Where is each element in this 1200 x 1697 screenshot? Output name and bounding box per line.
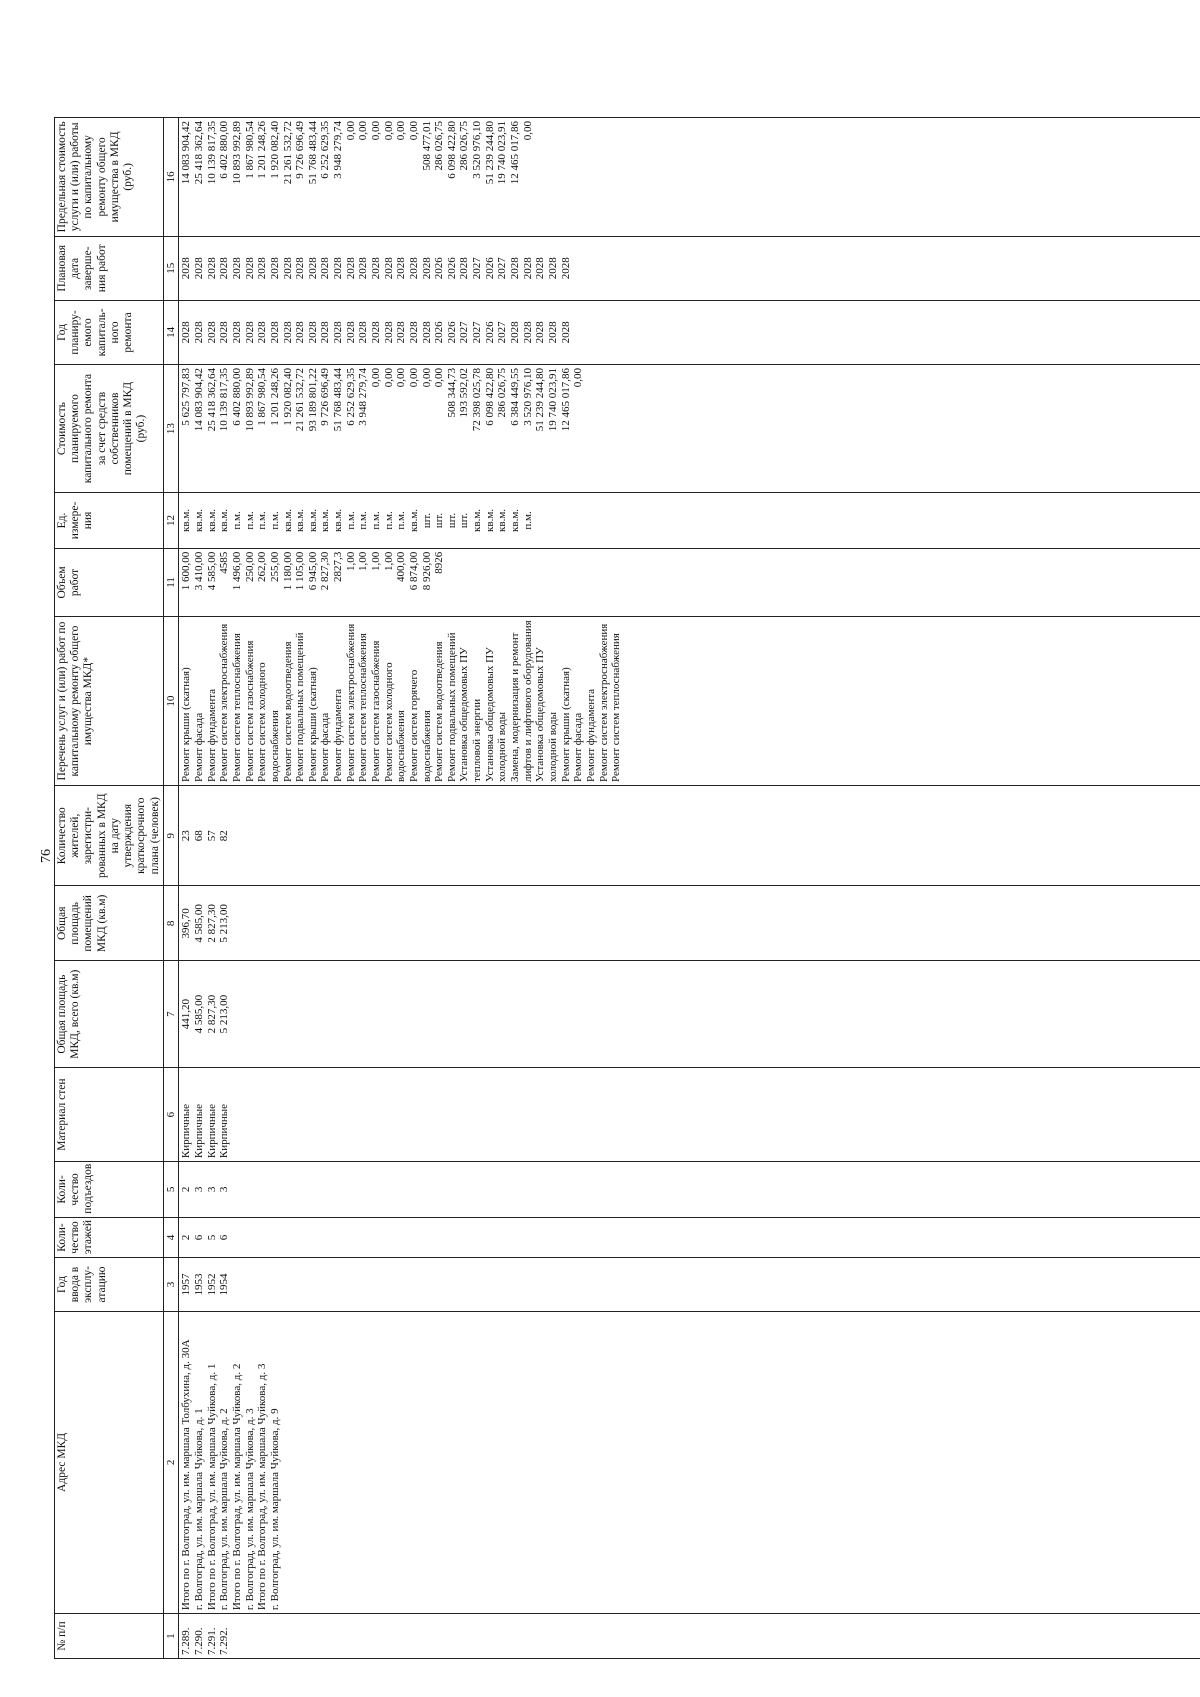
max-cost-cell: 14 083 904,42 25 418 362,64 10 139 817,35 6 402 880,00 10 893 992,89 1 867 980,54 1 201 248,26 1 920 082,40 21 261 532,72 9 726 696,49 51 768 483,44 6 252 629,35 3 948 279,74 0,00 0,00 0,00 0,00 0,00 0,00 508 477,01 286 026,75 6 098 422,80 286 026,75 3 520 976,10 51 239 244,80 19 740 023,91 12 465 017,86 0,00 — [179, 118, 1200, 237]
column-number: 16 — [163, 118, 179, 237]
column-number: 13 — [163, 364, 179, 492]
completion-date-cell: 2028 2028 2028 2028 2028 2028 2028 2028 2028 2028 2028 2028 2028 2028 2028 2028 2028 2028 2028 2028 2026 2026 2028 2027 2026 2027 2028 2028 2028 2028 2028 — [179, 236, 1200, 300]
column-number: 3 — [163, 1258, 179, 1311]
row-number-cell: 7.289. 7.290. 7.291. 7.292. — [179, 1614, 1200, 1659]
header-cell: Количество жителей, зарегистри-рованных в МКД на дату утверждения краткосрочного плана (человек) — [55, 785, 164, 885]
work-volume-cell: 1 600,00 3 410,00 4 585,00 4585 1 496,00 250,00 262,00 255,00 1 180,00 1 105,00 6 945,00 2 827,30 2827,3 1,00 1,00 1,00 1,00 400,00 6 874,00 8 926,00 8926 — [179, 548, 1200, 616]
header-cell: Ед. измере-ния — [55, 493, 164, 549]
header-cell: Адрес МКД — [55, 1311, 164, 1613]
header-cell: Стоимость планируемого капитального ремонта за счет средств собственников помещений в МКД (руб.) — [55, 364, 164, 492]
repair-year-cell: 2028 2028 2028 2028 2028 2028 2028 2028 2028 2028 2028 2028 2028 2028 2028 2028 2028 2028 2028 2028 2026 2026 2027 2027 2026 2027 2028 2028 2028 2028 2028 — [179, 300, 1200, 364]
works-list-cell: Ремонт крыши (скатная) Ремонт фасада Ремонт фундамента Ремонт систем электроснабжения Ремонт систем теплоснабжения Ремонт систем газоснабжения Ремонт систем холодного водоснабжения Ремонт систем водоотведения Ремонт подвальных помещений Ремонт крыши (скатная) Ремонт фасада Ремонт фундамента Ремонт систем электроснабжения Ремонт систем теплоснабжения Ремонт систем газоснабжения Ремонт систем холодного водоснабжения Ремонт систем горячего водоснабжения Ремонт систем водоотведения Ремонт подвальных помещений Установка общедомовых ПУ тепловой энергии Установка общедомовых ПУ холодной воды Замена, модернизация и ремонт лифтов и лифтового оборудования Установка общедомовых ПУ холодной воды Ремонт крыши (скатная) Ремонт фасада Ремонт фундамента Ремонт систем электроснабжения Ремонт систем теплоснабжения — [179, 617, 1200, 786]
entrances-cell: 2 3 3 3 — [179, 1162, 1200, 1218]
header-cell: Плановая дата заверше-ния работ — [55, 236, 164, 300]
rotated-page — [0, 75, 1180, 1697]
total-area-cell: 441,20 4 585,00 2 827,30 5 213,00 — [179, 961, 1200, 1068]
address-cell: Итого по г. Волгоград, ул. им. маршала Толбухина, д. 30А г. Волгоград, ул. им. маршала Чуйкова, д. 1 Итого по г. Волгоград, ул. им. маршала Чуйкова, д. 1 г. Волгоград, ул. им. маршала Чуйкова, д. 2 Итого по г. Волгоград, ул. им. маршала Чуйкова, д. 2 г. Волгоград, ул. им. маршала Чуйкова, д. 3 Итого по г. Волгоград, ул. им. маршала Чуйкова, д. 3 г. Волгоград, ул. им. маршала Чуйкова, д. 9 — [179, 1311, 1200, 1613]
header-cell: Материал стен — [55, 1068, 164, 1162]
column-number: 4 — [163, 1217, 179, 1258]
header-row — [55, 118, 164, 1659]
wall-material-cell: Кирпичные Кирпичные Кирпичные Кирпичные — [179, 1068, 1200, 1162]
column-number: 11 — [163, 548, 179, 616]
column-number: 14 — [163, 300, 179, 364]
premises-area-cell: 396,70 4 585,00 2 827,30 5 213,00 — [179, 886, 1200, 961]
header-cell: Объем работ — [55, 548, 164, 616]
header-cell: Перечень услуг и (или) работ по капитальному ремонту общего имущества МКД* — [55, 617, 164, 786]
column-number: 5 — [163, 1162, 179, 1218]
header-cell: Коли-чество подъездов — [55, 1162, 164, 1218]
column-number: 12 — [163, 493, 179, 549]
unit-cell: кв.м. кв.м. кв.м. кв.м. п.м. п.м. п.м. п.м. кв.м. кв.м. кв.м. кв.м. кв.м. п.м. п.м. п.м. п.м. п.м. кв.м. шт. шт. шт. шт. кв.м. кв.м. кв.м. кв.м. п.м. — [179, 493, 1200, 549]
column-number: 8 — [163, 886, 179, 961]
column-number: 6 — [163, 1068, 179, 1162]
table-body-row — [179, 118, 1200, 1659]
page-number: 76 — [39, 849, 54, 863]
header-cell: Общая площадь МКД, всего (кв.м) — [55, 961, 164, 1068]
repair-plan-table — [54, 117, 1200, 1659]
column-number: 1 — [163, 1614, 179, 1659]
column-number: 10 — [163, 617, 179, 786]
floors-cell: 2 6 5 6 — [179, 1217, 1200, 1258]
planned-cost-cell: 5 625 797,83 14 083 904,42 25 418 362,64 10 139 817,35 6 402 880,00 10 893 992,89 1 867 980,54 1 201 248,26 1 920 082,40 21 261 532,72 93 189 801,22 9 726 696,49 51 768 483,44 6 252 629,35 3 948 279,74 0,00 0,00 0,00 0,00 0,00 0,00 508 344,73 193 592,02 72 398 025,78 6 098 422,80 286 026,75 6 384 449,55 3 520 976,10 51 239 244,80 19 740 023,91 12 465 017,86 0,00 — [179, 364, 1200, 492]
header-cell: № п/п — [55, 1614, 164, 1659]
header-cell: Год планиру-емого капиталь-ного ремонта — [55, 300, 164, 364]
column-number-row — [163, 118, 179, 1659]
column-number: 9 — [163, 785, 179, 885]
header-cell: Коли-чество этажей — [55, 1217, 164, 1258]
column-number: 7 — [163, 961, 179, 1068]
header-cell: Общая площадь помещений МКД (кв.м) — [55, 886, 164, 961]
column-number: 2 — [163, 1311, 179, 1613]
commission-year-cell: 1957 1953 1952 1954 — [179, 1258, 1200, 1311]
column-number: 15 — [163, 236, 179, 300]
header-cell: Предельная стоимость услуги и (или) работы по капитальному ремонту общего имущества в МКД (руб.) — [55, 118, 164, 237]
residents-cell: 23 68 57 82 — [179, 785, 1200, 885]
header-cell: Год ввода в эксплу-атацию — [55, 1258, 164, 1311]
